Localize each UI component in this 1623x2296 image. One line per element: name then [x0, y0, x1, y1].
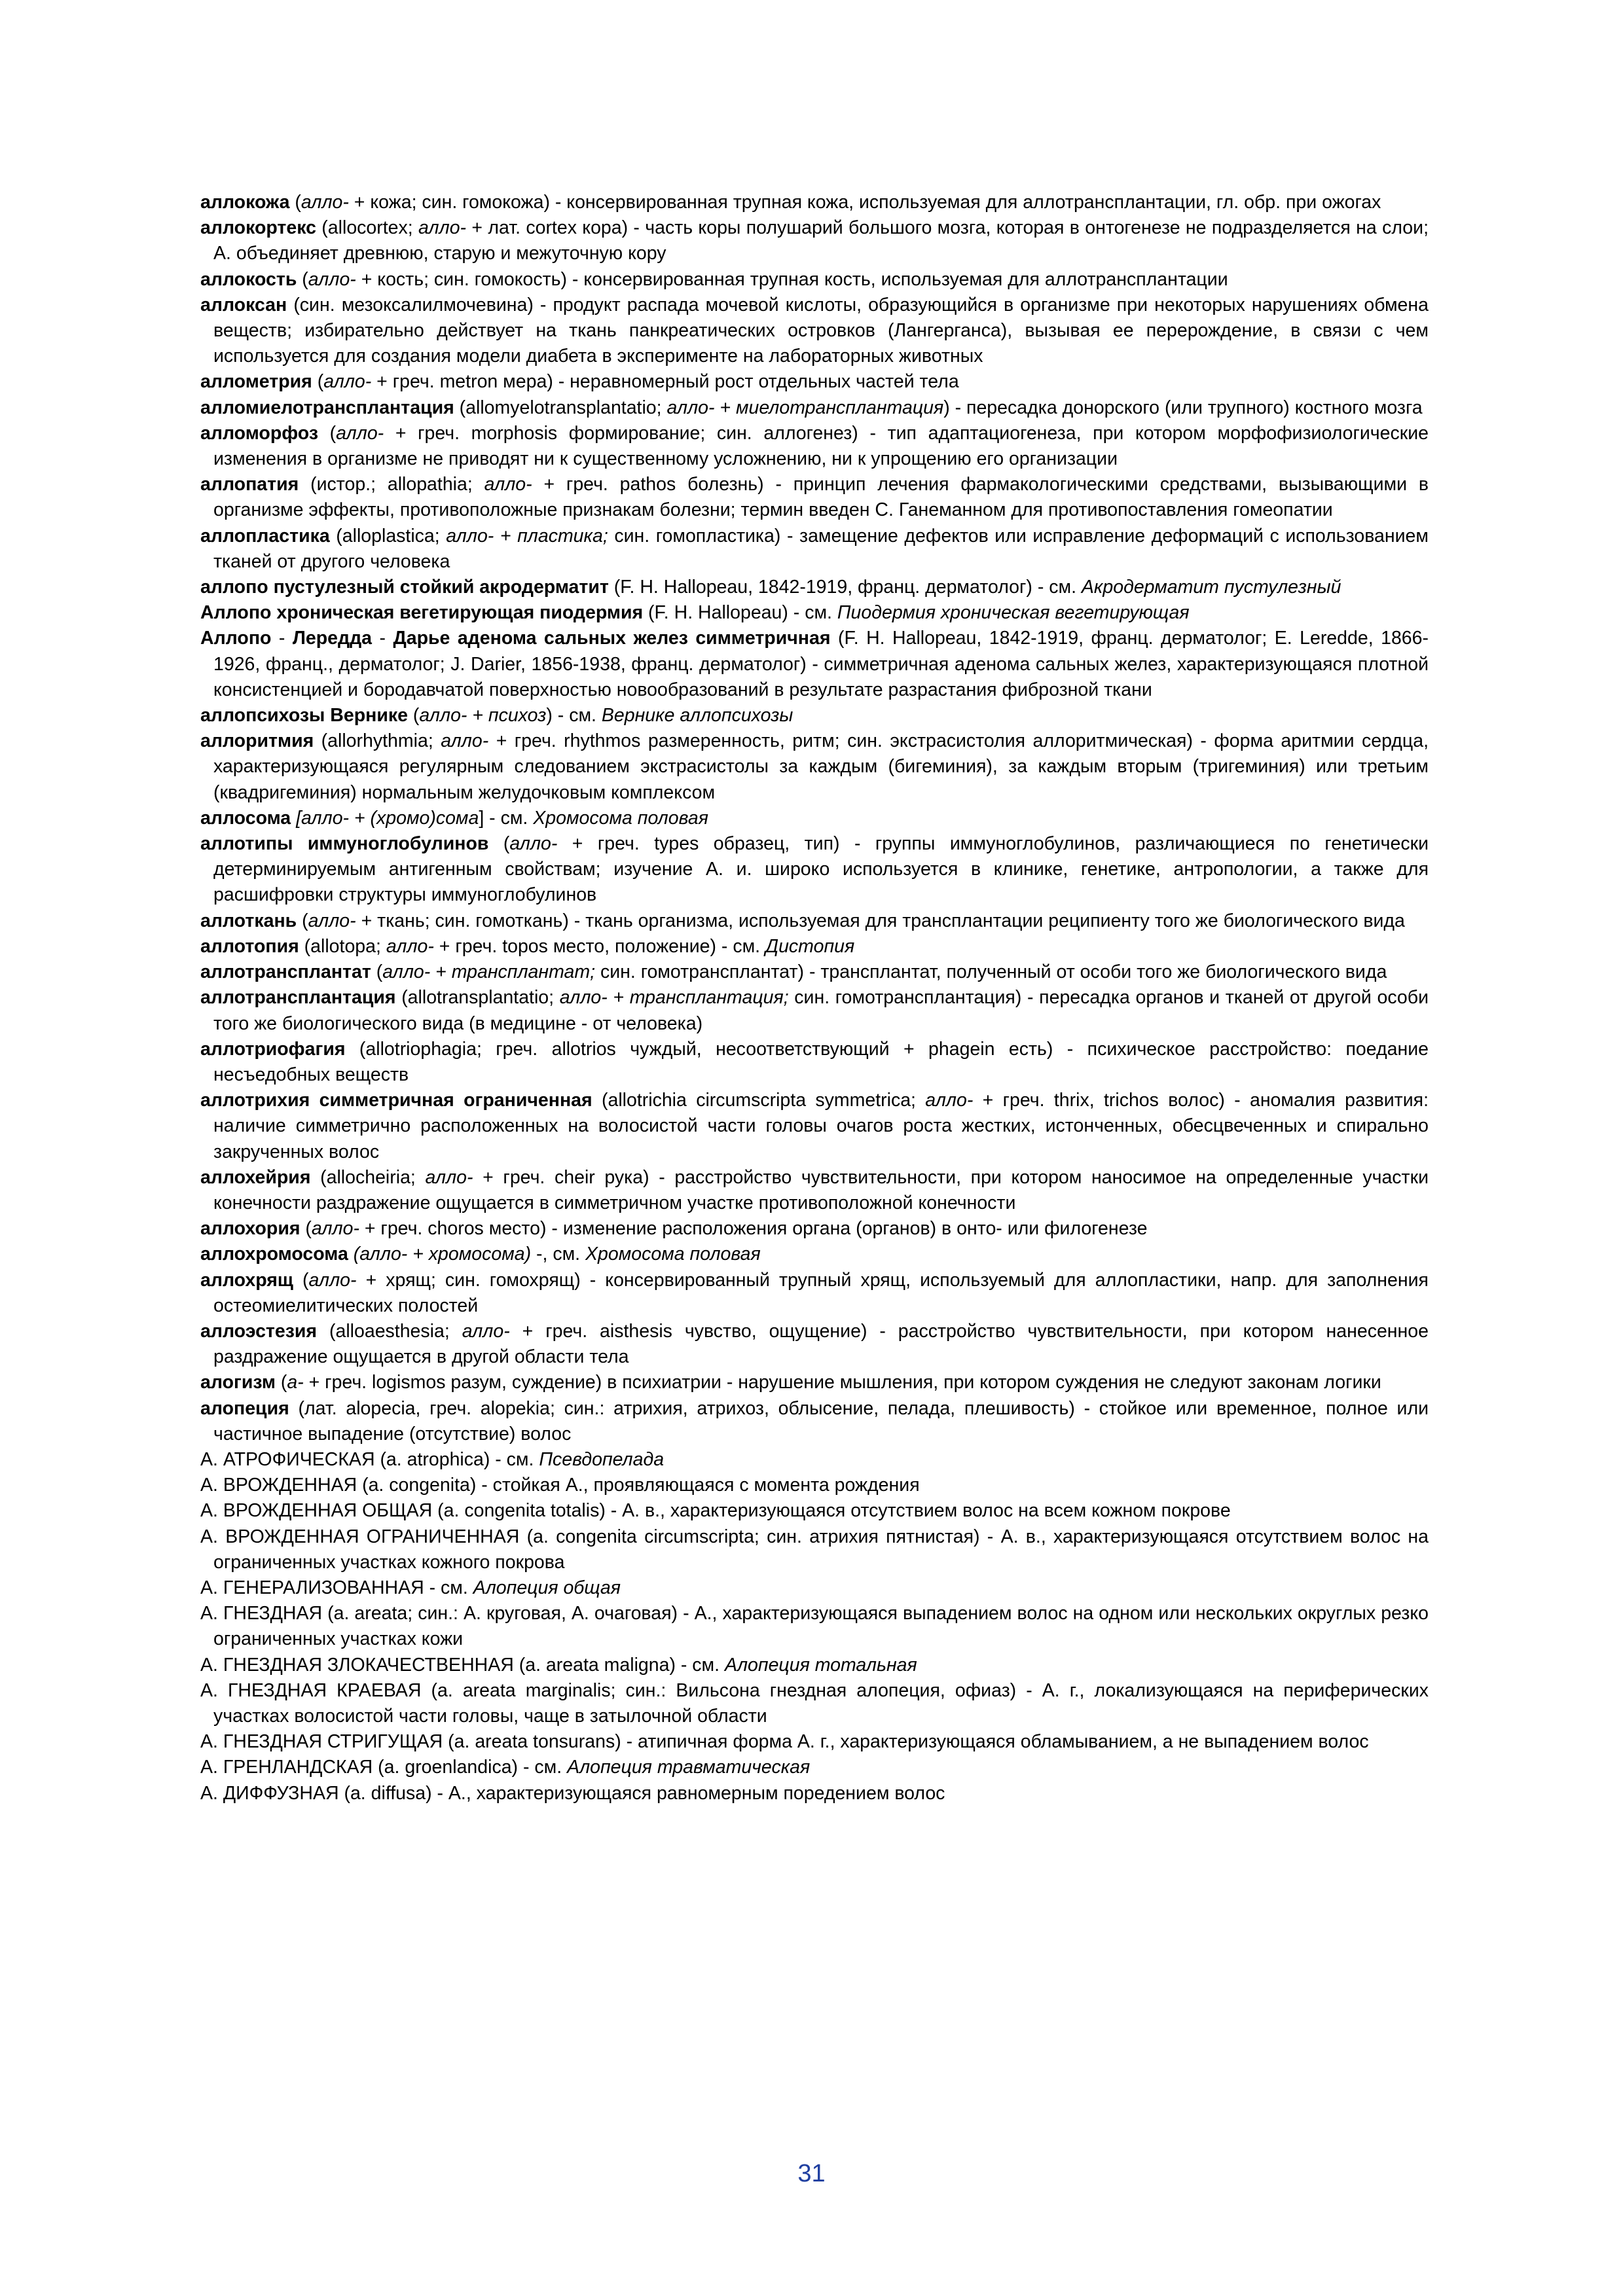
entry-text: (allomyelotransplantatio;: [454, 397, 667, 418]
entry-reference: алло-: [301, 192, 349, 213]
entry-reference: Пиодермия хроническая вегетирующая: [837, 602, 1190, 624]
entry-text: А. ГНЕЗДНАЯ СТРИГУЩАЯ (a. areata tonsurans) - атипичная форма А. г., характеризующаяся обламыванием, а не выпадением волос: [200, 1731, 1369, 1753]
entry-text: А. ВРОЖДЕННАЯ ОГРАНИЧЕННАЯ (a. congenita circumscripta; син. атрихия пятнистая) - А. в., характеризующаяся отсутствием волос на ограниченных участках кожного покрова: [200, 1526, 1429, 1573]
entry-text: ) - пересадка донорского (или трупного) костного мозга: [943, 397, 1423, 418]
entry-reference: Хромосома половая: [533, 807, 708, 829]
entry-reference: алло- + трансплантат;: [382, 961, 596, 983]
entry-text: + греч. choros место) - изменение расположения органа (органов) в онто- или филогенезе: [359, 1218, 1148, 1240]
entry-headword: аллопатия: [200, 474, 299, 495]
entry-reference: алло-: [509, 833, 558, 855]
entry-text: (: [289, 192, 301, 213]
entry-headword: аллокортекс: [200, 217, 316, 239]
dictionary-entry: [200, 267, 1429, 293]
entry-text: (allocheiria;: [310, 1166, 426, 1188]
entry-reference: Дистопия: [765, 935, 855, 957]
entry-reference: алло- + трансплантация;: [559, 987, 789, 1009]
entry-headword: аллокожа: [200, 192, 290, 213]
entry-headword: аллотрансплантация: [200, 987, 396, 1009]
entry-text: + хрящ; син. гомохрящ) - консервированный трупный хрящ, используемый для аллопластики, напр. для заполнения остеомиелитических полостей: [213, 1269, 1429, 1316]
entry-headword: алогизм: [200, 1372, 276, 1393]
entry-headword: аллоэстезия: [200, 1320, 318, 1342]
entry-text: син. гомотрансплантат) - трансплантат, полученный от особи того же биологического вида: [595, 961, 1387, 983]
entry-reference: Алопеция тотальная: [724, 1654, 917, 1676]
entry-reference: алло-: [308, 1269, 357, 1291]
entry-text: + греч. thrix, trichos волос) - аномалия развития: наличие симметрично расположенных на волосистой части головы очагов роста жестких, истонченных, обесцвеченных и спирально закрученных волос: [213, 1090, 1429, 1162]
entry-headword: аллохейрия: [200, 1166, 311, 1188]
entry-text: (: [318, 422, 337, 444]
entry-text: + ткань; син. гомоткань) - ткань организма, используемая для трансплантации реципиенту того же биологического вида: [356, 910, 1405, 931]
entry-headword: алломиелотрансплантация: [200, 397, 454, 418]
entry-text: + кость; син. гомокость) - консервированная трупная кость, используемая для аллотрансплантации: [356, 268, 1228, 290]
entry-text: А. ВРОЖДЕННАЯ (a. congenita) - стойкая А., проявляющаяся с момента рождения: [200, 1475, 920, 1496]
dictionary-entry: [200, 1729, 1429, 1755]
entry-text: + греч. types образец, тип) - группы иммуноглобулинов, различающиеся по генетически детерминируемым антигенным свойствам; изучение А. и. широко используется в клинике, генетике, антропологии, а также для расшифровки структуры иммуноглобулинов: [213, 833, 1429, 906]
entry-text: син. гомопластика) - замещение дефектов или исправление деформаций с использованием тканей от другого человека: [213, 525, 1429, 572]
entry-reference: алло-: [484, 474, 532, 495]
entry-reference: алло-: [308, 910, 356, 931]
entry-headword: аллоткань: [200, 910, 297, 931]
entry-text: (: [297, 910, 308, 931]
dictionary-entry: [200, 728, 1429, 806]
entry-reference: алло- + пластика;: [446, 525, 608, 547]
entry-reference: алло-: [418, 217, 467, 239]
entry-text: + греч. logismos разум, суждение) в психиатрии - нарушение мышления, при котором суждения не следуют законам логики: [303, 1372, 1381, 1393]
entry-text: + греч. morphosis формирование; син. аллогенез) - тип адаптациогенеза, при котором морфофизиологические изменения в организме не приводят ни к существенному усложнению, ни к упрощению его организации: [213, 422, 1429, 470]
dictionary-entries: [200, 190, 1429, 1806]
dictionary-entry: [200, 1370, 1429, 1395]
entry-reference: алло-: [336, 422, 384, 444]
dictionary-entry: [200, 1447, 1429, 1473]
entry-headword: Лередда: [292, 628, 373, 649]
dictionary-entry: [200, 575, 1429, 600]
entry-reference: а-: [287, 1372, 304, 1393]
entry-text: А. ГНЕЗДНАЯ (a. areata; син.: А. круговая, А. очаговая) - А., характеризующаяся выпадением волос на одном или нескольких округлых резко ограниченных участках кожи: [200, 1603, 1429, 1650]
entry-headword: аллоксан: [200, 294, 287, 315]
entry-text: (alloplastica;: [329, 525, 447, 547]
entry-text: ] - см.: [479, 807, 534, 829]
entry-headword: алломорфоз: [200, 422, 319, 444]
entry-text: (allotopa;: [299, 935, 386, 957]
dictionary-entry: [200, 934, 1429, 960]
entry-headword: аллохромосома: [200, 1244, 348, 1265]
entry-headword: аллопластика: [200, 525, 330, 547]
entry-headword: Дарье аденома сальных желез симметричная: [393, 628, 831, 649]
entry-reference: Алопеция общая: [473, 1577, 621, 1598]
dictionary-entry: [200, 421, 1429, 472]
entry-text: (allotransplantatio;: [395, 987, 560, 1009]
entry-text: (: [300, 1218, 312, 1240]
dictionary-entry: [200, 626, 1429, 703]
entry-reference: Хромосома половая: [585, 1244, 761, 1265]
entry-headword: аллотипы иммуноглобулинов: [200, 833, 489, 855]
dictionary-entry: [200, 472, 1429, 523]
dictionary-entry: [200, 1088, 1429, 1165]
entry-reference: алло-: [308, 268, 356, 290]
dictionary-entry: [200, 985, 1429, 1036]
dictionary-entry: [200, 806, 1429, 831]
entry-text: А. ГНЕЗДНАЯ ЗЛОКАЧЕСТВЕННАЯ (a. areata maligna) - см.: [200, 1654, 725, 1676]
dictionary-entry: [200, 1653, 1429, 1678]
entry-text: (F. H. Hallopeau) - см.: [643, 602, 837, 624]
entry-text: (: [297, 268, 308, 290]
entry-reference: алло- + миелотрансплантация: [666, 397, 944, 418]
entry-reference: алло-: [323, 371, 372, 393]
entry-headword: аллотопия: [200, 935, 299, 957]
entry-reference: алло-: [386, 935, 434, 957]
entry-text: (: [312, 371, 324, 393]
dictionary-entry: [200, 1216, 1429, 1242]
dictionary-entry: [200, 1601, 1429, 1652]
dictionary-entry: [200, 1242, 1429, 1267]
entry-text: + кожа; син. гомокожа) - консервированная трупная кожа, используемая для аллотрансплантации, гл. обр. при ожогах: [348, 192, 1381, 213]
entry-text: (син. мезоксалилмочевина) - продукт распада мочевой кислоты, образующийся в организме при некоторых нарушениях обмена веществ; избирательно действует на ткань панкреатических островков (Лангерганса), вызывая ее перерождение, в связи с чем используется для создания модели диабета в эксперименте на лабораторных животных: [213, 294, 1429, 367]
entry-headword: аллохрящ: [200, 1269, 293, 1291]
entry-reference: алло-: [441, 730, 489, 752]
entry-reference: алло-: [311, 1218, 359, 1240]
entry-text: (F. H. Hallopeau, 1842-1919, франц. дерматолог; E. Leredde, 1866-1926, франц., дерматолог; J. Darier, 1856-1938, франц. дерматолог) - симметричная аденома сальных желез, характеризующаяся плотной консистенцией и бородавчатой поверхностью новообразований в результате разрастания фиброзной ткани: [213, 628, 1429, 700]
dictionary-entry: [200, 1396, 1429, 1447]
dictionary-entry: [200, 703, 1429, 728]
entry-text: (allotriophagia; греч. allotrios чуждый, несоответствующий + phagein есть) - психическое расстройство: поедание несъедобных веществ: [213, 1038, 1429, 1085]
entry-text: [348, 1244, 354, 1265]
dictionary-entry: [200, 1268, 1429, 1319]
dictionary-entry: [200, 908, 1429, 934]
dictionary-entry: [200, 1575, 1429, 1601]
dictionary-entry: [200, 1473, 1429, 1498]
entry-text: (allocortex;: [316, 217, 419, 239]
dictionary-entry: [200, 1319, 1429, 1370]
entry-text: + греч. aisthesis чувство, ощущение) - расстройство чувствительности, при котором нанесенное раздражение ощущается в другой области тела: [213, 1320, 1429, 1368]
entry-text: (allotrichia circumscripta symmetrica;: [592, 1090, 926, 1111]
entry-text: (: [371, 961, 383, 983]
entry-text: (alloaesthesia;: [317, 1320, 462, 1342]
entry-reference: Псевдопелада: [539, 1448, 665, 1470]
entry-headword: аллотрансплантат: [200, 961, 371, 983]
dictionary-entry: [200, 960, 1429, 985]
entry-text: А. ГЕНЕРАЛИЗОВАННАЯ - см.: [200, 1577, 473, 1598]
dictionary-entry: [200, 1165, 1429, 1216]
dictionary-entry: [200, 1678, 1429, 1729]
entry-headword: аллоритмия: [200, 730, 314, 752]
entry-text: (: [407, 705, 420, 726]
entry-text: А. ВРОЖДЕННАЯ ОБЩАЯ (a. congenita totalis) - А. в., характеризующаяся отсутствием волос на всем кожном покрове: [200, 1500, 1231, 1522]
entry-text: [291, 808, 296, 829]
entry-text: (: [488, 833, 510, 855]
entry-reference: алло- + психоз: [419, 705, 547, 726]
entry-headword: аллосома: [200, 807, 291, 829]
entry-headword: Аллопо хроническая вегетирующая пиодермия: [200, 602, 644, 624]
entry-text: (F. H. Hallopeau, 1842-1919, франц. дерматолог) - см.: [608, 577, 1082, 598]
dictionary-entry: [200, 1524, 1429, 1575]
entry-text: (allorhythmia;: [314, 730, 441, 752]
entry-text: А. ДИФФУЗНАЯ (a. diffusa) - А., характеризующаяся равномерным поредением волос: [200, 1782, 945, 1804]
dictionary-entry: [200, 395, 1429, 421]
entry-text: + греч. topos место, положение) - см.: [433, 935, 766, 957]
entry-headword: аллохория: [200, 1218, 301, 1240]
entry-text: -: [271, 628, 293, 649]
dictionary-entry: [200, 215, 1429, 266]
entry-reference: алло-: [425, 1166, 473, 1188]
dictionary-entry: [200, 190, 1429, 215]
entry-text: син. гомотрансплантация) - пересадка органов и тканей от другой особи того же биологического вида (в медицине - от человека): [213, 987, 1429, 1034]
entry-text: + греч. pathos болезнь) - принцип лечения фармакологическими средствами, вызывающими в организме эффекты, противоположные признакам болезни; термин введен С. Ганеманном для противопоставления гомеопатии: [213, 474, 1429, 521]
entry-reference: Акродерматит пустулезный: [1081, 577, 1341, 598]
entry-reference: [алло- + (хромо)сома: [296, 807, 479, 829]
entry-reference: алло-: [462, 1320, 510, 1342]
dictionary-entry: [200, 369, 1429, 395]
entry-text: -, см.: [531, 1244, 586, 1265]
entry-text: А. ГНЕЗДНАЯ КРАЕВАЯ (a. areata marginalis; син.: Вильсона гнездная алопеция, офиаз) - А. г., локализующаяся на периферических участках волосистой части головы, чаще в затылочной области: [200, 1679, 1429, 1727]
entry-text: ) - см.: [546, 705, 602, 726]
entry-text: А. АТРОФИЧЕСКАЯ (a. atrophica) - см.: [200, 1448, 539, 1470]
entry-text: (лат. alopecia, греч. alopekia; син.: атрихия, атрихоз, облысение, пелада, плешивость) - стойкое или временное, полное или частичное выпадение (отсутствие) волос: [213, 1397, 1429, 1444]
entry-reference: Алопеция травматическая: [567, 1757, 811, 1778]
entry-headword: аллотрихия симметричная ограниченная: [200, 1090, 593, 1111]
entry-text: (: [275, 1372, 287, 1393]
entry-text: + греч. cheir рука) - расстройство чувствительности, при котором наносимое на определенные участки конечности раздражение ощущается в симметричном участке противоположной конечности: [213, 1166, 1429, 1213]
entry-text: + греч. rhythmos размеренность, ритм; син. экстрасистолия аллоритмическая) - форма аритмии сердца, характеризующаяся регулярным следованием экстрасистолы за каждым (бигеминия), за каждым вторым (тригеминия) или третьим (квадригеминия) нормальным желудочковым комплексом: [213, 730, 1429, 803]
dictionary-entry: [200, 293, 1429, 370]
entry-reference: алло-: [925, 1090, 974, 1111]
dictionary-entry: [200, 1498, 1429, 1524]
page-number: 31: [797, 2160, 826, 2187]
dictionary-entry: [200, 600, 1429, 626]
dictionary-entry: [200, 1781, 1429, 1806]
entry-headword: Аллопо: [200, 628, 272, 649]
dictionary-entry: [200, 831, 1429, 908]
entry-reference: (алло- + хромосома): [353, 1244, 532, 1265]
entry-text: А. ГРЕНЛАНДСКАЯ (a. groenlandica) - см.: [200, 1757, 568, 1778]
entry-headword: аллометрия: [200, 371, 312, 393]
entry-headword: аллопсихозы Вернике: [200, 705, 408, 726]
entry-headword: аллопо пустулезный стойкий акродерматит: [200, 577, 609, 598]
entry-headword: аллотриофагия: [200, 1038, 346, 1060]
dictionary-entry: [200, 1755, 1429, 1780]
entry-text: -: [372, 628, 393, 649]
entry-text: (: [293, 1269, 309, 1291]
dictionary-entry: [200, 524, 1429, 575]
entry-reference: Вернике аллопсихозы: [601, 705, 793, 726]
dictionary-entry: [200, 1037, 1429, 1088]
entry-text: + лат. cortex кора) - часть коры полушарий большого мозга, которая в онтогенезе не подразделяется на слои; А. объединяет древнюю, старую и межуточную кору: [213, 217, 1429, 264]
entry-headword: аллокость: [200, 268, 297, 290]
entry-text: + греч. metron мера) - неравномерный рост отдельных частей тела: [371, 371, 959, 393]
entry-text: (истор.; allopathia;: [299, 474, 484, 495]
entry-headword: алопеция: [200, 1397, 289, 1419]
